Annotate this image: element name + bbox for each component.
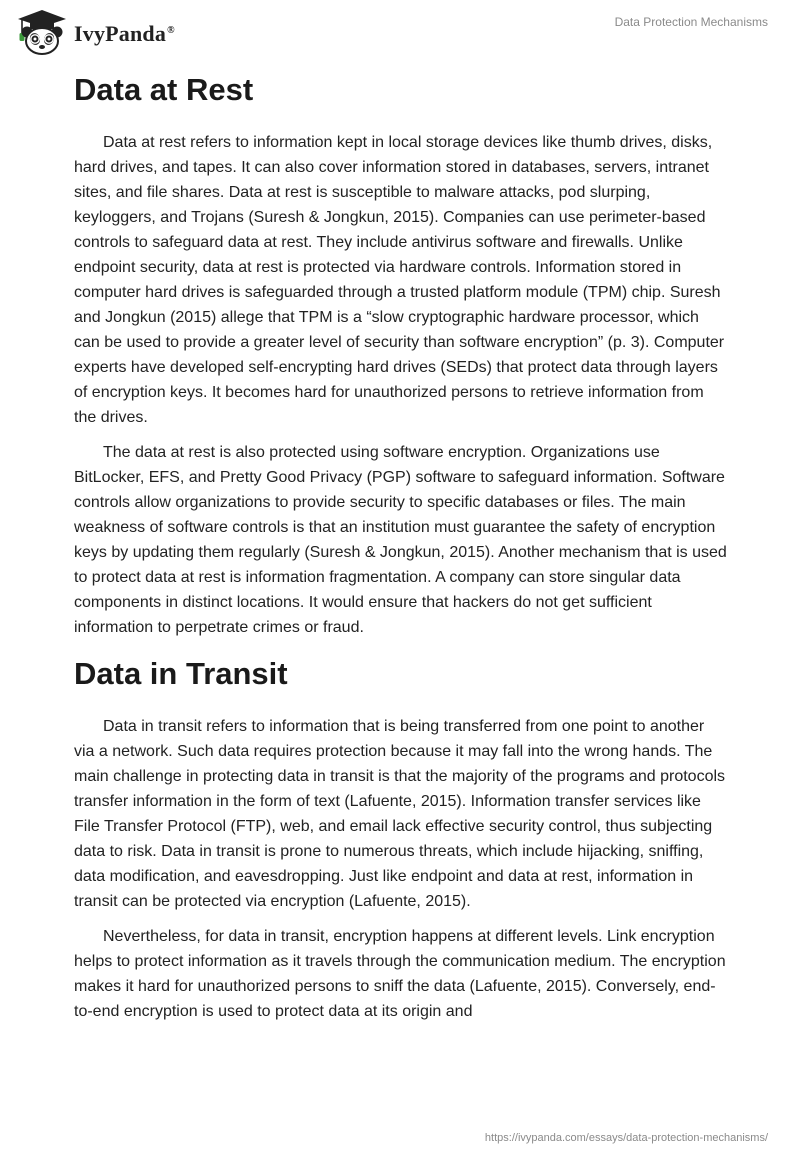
panda-graduate-icon	[14, 8, 70, 56]
paragraph: Data at rest refers to information kept in local storage devices like thumb drives, disks, hard drives, and tapes. It can also cover information stored in databases, servers, intranet sites, and file shares. Data at rest is susceptible to malware attacks, pod slurping, keyloggers, and Trojans (Suresh & Jongkun, 2015). Companies can use perimeter-based controls to safeguard data at rest. They include antivirus software and firewalls. Unlike endpoint security, data at rest is protected via hardware controls. Information stored in computer hard drives is safeguarded through a trusted platform module (TPM) chip. Suresh and Jongkun (2015) allege that TPM is a “slow cryptographic hardware processor, which can be used to provide a greater level of security than software encryption” (p. 3). Computer experts have developed self-encrypting hard drives (SEDs) that protect data through layers of encryption keys. It becomes hard for unauthorized persons to retrieve information from the drives.	[74, 134, 725, 426]
paragraph: The data at rest is also protected using software encryption. Organizations use BitLocker, EFS, and Pretty Good Privacy (PGP) software to safeguard information. Software controls allow organizations to provide security to specific databases or files. The main weakness of software controls is that an institution must guarantee the safety of encryption keys by updating them regularly (Suresh & Jongkun, 2015). Another mechanism that is used to protect data at rest is information fragmentation. A company can store singular data components in distinct locations. It would ensure that hackers do not get sufficient information to perpetrate crimes or fraud.	[74, 444, 727, 636]
ivypanda-logo[interactable]	[14, 8, 175, 56]
running-title: Data Protection Mechanisms	[614, 15, 768, 29]
essay-content	[74, 68, 729, 1034]
paragraph: Data in transit refers to information that is being transferred from one point to another via a network. Such data requires protection because it may fall into the wrong hands. The main challenge in protecting data in transit is that the majority of the programs and protocols transfer information in the form of text (Lafuente, 2015). Information transfer services like File Transfer Protocol (FTP), web, and email lack effective security control, thus subjecting data to risk. Data in transit is prone to numerous threats, which include hijacking, sniffing, data modification, and eavesdropping. Just like endpoint and data at rest, information in transit can be protected via encryption (Lafuente, 2015).	[74, 718, 726, 910]
page-header	[0, 0, 800, 70]
footer-source-url[interactable]: https://ivypanda.com/essays/data-protection-mechanisms/	[484, 1132, 768, 1144]
logo-wordmark: IvyPanda®	[74, 21, 175, 46]
section-heading-data-at-rest: Data at Rest	[74, 72, 254, 107]
section-heading-data-in-transit: Data in Transit	[74, 656, 288, 691]
paragraph: Nevertheless, for data in transit, encryption happens at different levels. Link encryption helps to protect information as it travels through the communication medium. The encryption makes it hard for unauthorized persons to sniff the data (Lafuente, 2015). Conversely, end-to-end encryption is used to protect data at its origin and	[74, 928, 726, 1020]
